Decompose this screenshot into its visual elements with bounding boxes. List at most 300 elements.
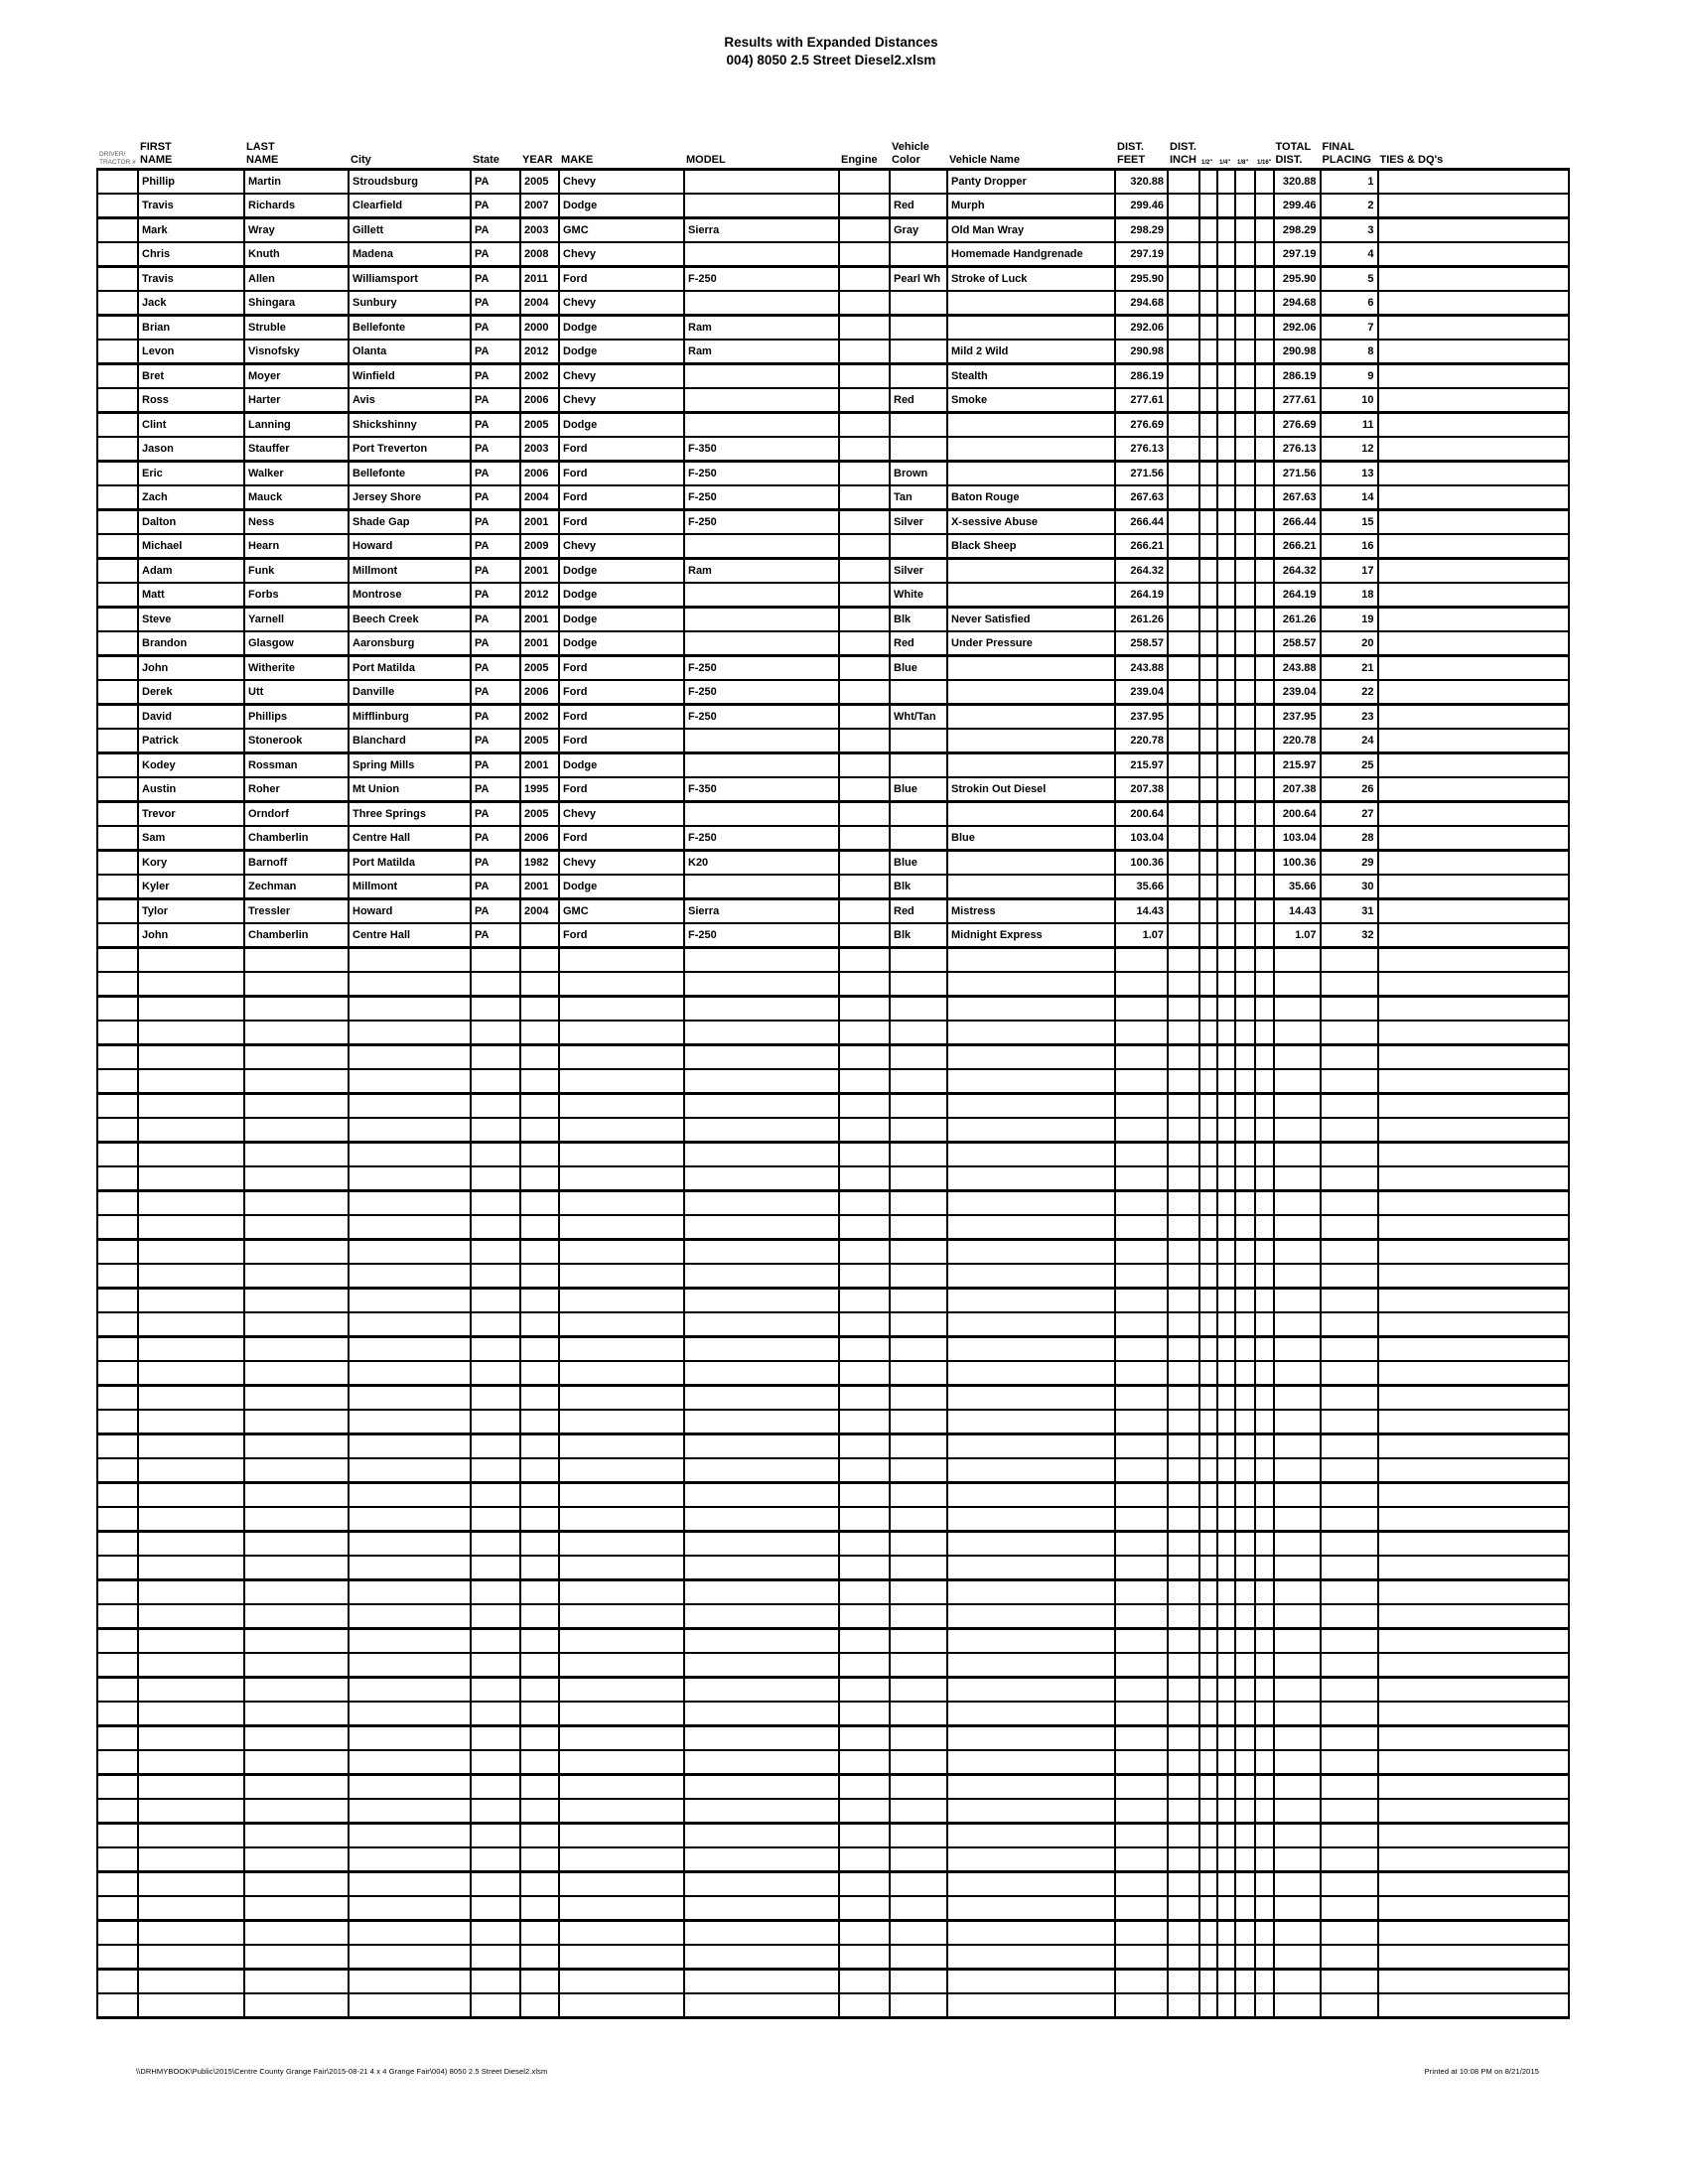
cell-city bbox=[349, 1824, 471, 1848]
empty-row bbox=[97, 1702, 1569, 1726]
cell-placing bbox=[1321, 1094, 1378, 1119]
cell-last: Moyer bbox=[244, 364, 349, 389]
cell-engine bbox=[839, 1629, 890, 1654]
cell-ties bbox=[1378, 875, 1569, 899]
cell-color bbox=[890, 1653, 947, 1678]
cell-year: 2005 bbox=[520, 729, 559, 753]
cell-year bbox=[520, 1750, 559, 1775]
cell-first: Jack bbox=[138, 291, 244, 316]
cell-placing bbox=[1321, 1653, 1378, 1678]
cell-city bbox=[349, 1240, 471, 1265]
cell-total: 264.32 bbox=[1274, 559, 1321, 584]
cell-eighth bbox=[1235, 1629, 1255, 1654]
cell-driver bbox=[97, 1118, 138, 1143]
cell-name bbox=[947, 1824, 1115, 1848]
cell-first: Brian bbox=[138, 316, 244, 341]
cell-placing bbox=[1321, 1215, 1378, 1240]
cell-half bbox=[1199, 1532, 1217, 1557]
cell-engine bbox=[839, 1215, 890, 1240]
cell-state bbox=[471, 1361, 520, 1386]
cell-color bbox=[890, 1775, 947, 1800]
cell-driver bbox=[97, 534, 138, 559]
cell-quarter bbox=[1217, 1312, 1235, 1337]
cell-model bbox=[684, 1069, 839, 1094]
cell-city: Bellefonte bbox=[349, 316, 471, 341]
cell-total: 299.46 bbox=[1274, 194, 1321, 218]
table-row bbox=[97, 242, 1569, 267]
cell-name: Mild 2 Wild bbox=[947, 340, 1115, 364]
cell-make: Ford bbox=[559, 923, 684, 948]
cell-driver bbox=[97, 1361, 138, 1386]
cell-ties bbox=[1378, 851, 1569, 876]
cell-name bbox=[947, 1726, 1115, 1751]
cell-color bbox=[890, 316, 947, 341]
cell-model: Ram bbox=[684, 559, 839, 584]
cell-city: Danville bbox=[349, 680, 471, 705]
cell-half bbox=[1199, 1750, 1217, 1775]
cell-total: 290.98 bbox=[1274, 340, 1321, 364]
cell-last bbox=[244, 1726, 349, 1751]
cell-engine bbox=[839, 1191, 890, 1216]
cell-city: Gillett bbox=[349, 218, 471, 243]
cell-year bbox=[520, 1580, 559, 1605]
cell-quarter bbox=[1217, 1240, 1235, 1265]
cell-first bbox=[138, 1970, 244, 1994]
cell-driver bbox=[97, 1069, 138, 1094]
cell-last bbox=[244, 1094, 349, 1119]
cell-half bbox=[1199, 1678, 1217, 1703]
cell-total: 266.21 bbox=[1274, 534, 1321, 559]
cell-name bbox=[947, 1386, 1115, 1411]
cell-city: Shickshinny bbox=[349, 413, 471, 438]
cell-name bbox=[947, 851, 1115, 876]
cell-first: Matt bbox=[138, 583, 244, 608]
cell-dist_feet bbox=[1115, 1604, 1168, 1629]
cell-first bbox=[138, 1458, 244, 1483]
cell-dist_inch bbox=[1168, 1240, 1199, 1265]
cell-model bbox=[684, 631, 839, 656]
cell-engine bbox=[839, 1483, 890, 1508]
cell-sixteenth bbox=[1255, 1824, 1274, 1848]
cell-make bbox=[559, 1191, 684, 1216]
cell-dist_feet: 297.19 bbox=[1115, 242, 1168, 267]
cell-placing bbox=[1321, 1166, 1378, 1191]
cell-state bbox=[471, 1312, 520, 1337]
cell-eighth bbox=[1235, 997, 1255, 1022]
cell-last bbox=[244, 1166, 349, 1191]
cell-model bbox=[684, 1458, 839, 1483]
cell-make: Chevy bbox=[559, 170, 684, 195]
cell-year bbox=[520, 1799, 559, 1824]
cell-placing bbox=[1321, 1847, 1378, 1872]
cell-eighth bbox=[1235, 1604, 1255, 1629]
cell-dist_feet bbox=[1115, 1750, 1168, 1775]
cell-name: Never Satisfied bbox=[947, 608, 1115, 632]
cell-total bbox=[1274, 948, 1321, 973]
cell-first: Chris bbox=[138, 242, 244, 267]
cell-city bbox=[349, 1483, 471, 1508]
cell-model bbox=[684, 1824, 839, 1848]
cell-name bbox=[947, 1604, 1115, 1629]
table-row bbox=[97, 485, 1569, 510]
cell-city bbox=[349, 1507, 471, 1532]
cell-placing bbox=[1321, 1386, 1378, 1411]
cell-model bbox=[684, 1410, 839, 1434]
cell-dist_inch bbox=[1168, 1191, 1199, 1216]
cell-city: Centre Hall bbox=[349, 826, 471, 851]
cell-engine bbox=[839, 1970, 890, 1994]
cell-ties bbox=[1378, 1240, 1569, 1265]
cell-engine bbox=[839, 777, 890, 802]
cell-half bbox=[1199, 364, 1217, 389]
cell-dist_feet: 299.46 bbox=[1115, 194, 1168, 218]
cell-quarter bbox=[1217, 802, 1235, 827]
cell-placing: 18 bbox=[1321, 583, 1378, 608]
cell-total bbox=[1274, 1045, 1321, 1070]
cell-color bbox=[890, 1702, 947, 1726]
cell-city bbox=[349, 1532, 471, 1557]
cell-ties bbox=[1378, 826, 1569, 851]
cell-year: 2003 bbox=[520, 437, 559, 462]
cell-quarter bbox=[1217, 1166, 1235, 1191]
cell-make bbox=[559, 1045, 684, 1070]
cell-sixteenth bbox=[1255, 218, 1274, 243]
empty-row bbox=[97, 1799, 1569, 1824]
cell-state: PA bbox=[471, 462, 520, 486]
cell-engine bbox=[839, 631, 890, 656]
cell-eighth bbox=[1235, 608, 1255, 632]
cell-eighth bbox=[1235, 534, 1255, 559]
cell-last bbox=[244, 1410, 349, 1434]
cell-first: Tylor bbox=[138, 899, 244, 924]
cell-make bbox=[559, 1118, 684, 1143]
cell-quarter bbox=[1217, 291, 1235, 316]
cell-color bbox=[890, 1532, 947, 1557]
cell-state: PA bbox=[471, 583, 520, 608]
cell-year: 2006 bbox=[520, 388, 559, 413]
cell-sixteenth bbox=[1255, 1045, 1274, 1070]
cell-sixteenth bbox=[1255, 1191, 1274, 1216]
cell-make: Dodge bbox=[559, 340, 684, 364]
cell-ties bbox=[1378, 1118, 1569, 1143]
cell-eighth bbox=[1235, 1361, 1255, 1386]
cell-dist_feet bbox=[1115, 1507, 1168, 1532]
cell-color bbox=[890, 1629, 947, 1654]
cell-year bbox=[520, 1532, 559, 1557]
empty-row bbox=[97, 1945, 1569, 1970]
cell-driver bbox=[97, 1386, 138, 1411]
cell-model bbox=[684, 1166, 839, 1191]
cell-make: Ford bbox=[559, 656, 684, 681]
cell-dist_inch bbox=[1168, 656, 1199, 681]
cell-color bbox=[890, 1361, 947, 1386]
column-header-half: 1/2" bbox=[1199, 141, 1217, 170]
cell-engine bbox=[839, 1507, 890, 1532]
cell-sixteenth bbox=[1255, 1337, 1274, 1362]
cell-year bbox=[520, 1921, 559, 1946]
empty-row bbox=[97, 1458, 1569, 1483]
cell-total bbox=[1274, 1970, 1321, 1994]
cell-eighth bbox=[1235, 1945, 1255, 1970]
cell-half bbox=[1199, 1580, 1217, 1605]
cell-engine bbox=[839, 1264, 890, 1289]
table-row bbox=[97, 316, 1569, 341]
cell-engine bbox=[839, 851, 890, 876]
cell-model: F-250 bbox=[684, 267, 839, 292]
cell-engine bbox=[839, 1386, 890, 1411]
cell-model: Ram bbox=[684, 316, 839, 341]
cell-model bbox=[684, 1921, 839, 1946]
cell-dist_feet: 266.21 bbox=[1115, 534, 1168, 559]
cell-eighth bbox=[1235, 1847, 1255, 1872]
cell-dist_inch bbox=[1168, 1556, 1199, 1580]
cell-placing bbox=[1321, 948, 1378, 973]
empty-row bbox=[97, 1289, 1569, 1313]
footer-file-path: \\DRHMYBOOK\Public\2015\Centre County Grange Fair\2015-08-21 4 x 4 Grange Fair\004) 8050 2.5 Street Diesel2.xlsm bbox=[136, 2067, 548, 2076]
cell-city: Three Springs bbox=[349, 802, 471, 827]
cell-name bbox=[947, 1458, 1115, 1483]
cell-name bbox=[947, 1166, 1115, 1191]
cell-engine bbox=[839, 413, 890, 438]
cell-name bbox=[947, 583, 1115, 608]
cell-engine bbox=[839, 802, 890, 827]
cell-first: Brandon bbox=[138, 631, 244, 656]
cell-dist_feet bbox=[1115, 1312, 1168, 1337]
cell-quarter bbox=[1217, 1775, 1235, 1800]
cell-name bbox=[947, 656, 1115, 681]
cell-ties bbox=[1378, 218, 1569, 243]
cell-color bbox=[890, 1847, 947, 1872]
cell-dist_inch bbox=[1168, 1094, 1199, 1119]
cell-make bbox=[559, 1750, 684, 1775]
cell-model bbox=[684, 1094, 839, 1119]
cell-dist_inch bbox=[1168, 1532, 1199, 1557]
cell-model bbox=[684, 364, 839, 389]
cell-color bbox=[890, 364, 947, 389]
cell-sixteenth bbox=[1255, 1726, 1274, 1751]
cell-year: 2006 bbox=[520, 462, 559, 486]
cell-quarter bbox=[1217, 1361, 1235, 1386]
table-row bbox=[97, 656, 1569, 681]
cell-total bbox=[1274, 1143, 1321, 1167]
cell-half bbox=[1199, 1458, 1217, 1483]
cell-sixteenth bbox=[1255, 656, 1274, 681]
cell-model bbox=[684, 802, 839, 827]
cell-driver bbox=[97, 1824, 138, 1848]
empty-row bbox=[97, 1045, 1569, 1070]
cell-model bbox=[684, 1215, 839, 1240]
cell-city: Avis bbox=[349, 388, 471, 413]
cell-placing bbox=[1321, 1069, 1378, 1094]
cell-make: Dodge bbox=[559, 413, 684, 438]
cell-quarter bbox=[1217, 170, 1235, 195]
cell-first: Austin bbox=[138, 777, 244, 802]
cell-dist_inch bbox=[1168, 826, 1199, 851]
cell-engine bbox=[839, 1069, 890, 1094]
cell-state: PA bbox=[471, 753, 520, 778]
cell-sixteenth bbox=[1255, 1750, 1274, 1775]
cell-ties bbox=[1378, 1264, 1569, 1289]
cell-placing bbox=[1321, 1970, 1378, 1994]
cell-first: Michael bbox=[138, 534, 244, 559]
cell-color: Red bbox=[890, 194, 947, 218]
cell-driver bbox=[97, 364, 138, 389]
cell-total bbox=[1274, 1312, 1321, 1337]
cell-make: Chevy bbox=[559, 851, 684, 876]
cell-state bbox=[471, 1191, 520, 1216]
cell-eighth bbox=[1235, 1386, 1255, 1411]
cell-dist_feet bbox=[1115, 1921, 1168, 1946]
cell-ties bbox=[1378, 267, 1569, 292]
cell-quarter bbox=[1217, 1289, 1235, 1313]
cell-name bbox=[947, 997, 1115, 1022]
cell-quarter bbox=[1217, 1993, 1235, 2018]
cell-quarter bbox=[1217, 1921, 1235, 1946]
cell-state bbox=[471, 1847, 520, 1872]
cell-sixteenth bbox=[1255, 1921, 1274, 1946]
cell-eighth bbox=[1235, 1556, 1255, 1580]
cell-last bbox=[244, 1580, 349, 1605]
cell-sixteenth bbox=[1255, 1289, 1274, 1313]
cell-color bbox=[890, 997, 947, 1022]
cell-driver bbox=[97, 631, 138, 656]
cell-dist_feet: 243.88 bbox=[1115, 656, 1168, 681]
cell-sixteenth bbox=[1255, 997, 1274, 1022]
cell-driver bbox=[97, 1629, 138, 1654]
cell-half bbox=[1199, 218, 1217, 243]
cell-city bbox=[349, 1945, 471, 1970]
cell-quarter bbox=[1217, 948, 1235, 973]
cell-make: Dodge bbox=[559, 194, 684, 218]
empty-row bbox=[97, 1410, 1569, 1434]
cell-city bbox=[349, 1312, 471, 1337]
cell-driver bbox=[97, 1775, 138, 1800]
empty-row bbox=[97, 1847, 1569, 1872]
cell-total: 200.64 bbox=[1274, 802, 1321, 827]
cell-half bbox=[1199, 413, 1217, 438]
cell-quarter bbox=[1217, 194, 1235, 218]
cell-driver bbox=[97, 1799, 138, 1824]
cell-dist_feet bbox=[1115, 1799, 1168, 1824]
cell-city: Howard bbox=[349, 899, 471, 924]
cell-ties bbox=[1378, 680, 1569, 705]
cell-dist_feet: 298.29 bbox=[1115, 218, 1168, 243]
empty-row bbox=[97, 1021, 1569, 1045]
column-header-placing: FINAL PLACING bbox=[1321, 141, 1378, 170]
cell-sixteenth bbox=[1255, 1872, 1274, 1897]
cell-sixteenth bbox=[1255, 462, 1274, 486]
cell-make bbox=[559, 1556, 684, 1580]
cell-placing bbox=[1321, 1726, 1378, 1751]
cell-eighth bbox=[1235, 1824, 1255, 1848]
cell-quarter bbox=[1217, 437, 1235, 462]
cell-last: Chamberlin bbox=[244, 923, 349, 948]
cell-engine bbox=[839, 242, 890, 267]
cell-quarter bbox=[1217, 1386, 1235, 1411]
cell-driver bbox=[97, 680, 138, 705]
cell-placing: 31 bbox=[1321, 899, 1378, 924]
cell-model bbox=[684, 1750, 839, 1775]
cell-city bbox=[349, 1653, 471, 1678]
cell-color: Pearl Wh bbox=[890, 267, 947, 292]
cell-model bbox=[684, 1970, 839, 1994]
cell-year bbox=[520, 1483, 559, 1508]
cell-total: 258.57 bbox=[1274, 631, 1321, 656]
cell-first bbox=[138, 1556, 244, 1580]
cell-dist_feet bbox=[1115, 1556, 1168, 1580]
cell-name bbox=[947, 1532, 1115, 1557]
cell-ties bbox=[1378, 1361, 1569, 1386]
cell-dist_inch bbox=[1168, 1021, 1199, 1045]
cell-dist_feet bbox=[1115, 1021, 1168, 1045]
column-header-color: Vehicle Color bbox=[890, 141, 947, 170]
cell-eighth bbox=[1235, 1896, 1255, 1921]
cell-total: 237.95 bbox=[1274, 705, 1321, 730]
cell-sixteenth bbox=[1255, 1361, 1274, 1386]
cell-make: Ford bbox=[559, 462, 684, 486]
cell-last: Roher bbox=[244, 777, 349, 802]
cell-placing bbox=[1321, 972, 1378, 997]
cell-dist_feet bbox=[1115, 1702, 1168, 1726]
cell-dist_inch bbox=[1168, 1434, 1199, 1459]
cell-make: Ford bbox=[559, 510, 684, 535]
cell-ties bbox=[1378, 1678, 1569, 1703]
cell-sixteenth bbox=[1255, 364, 1274, 389]
cell-total: 276.13 bbox=[1274, 437, 1321, 462]
cell-make: Chevy bbox=[559, 388, 684, 413]
cell-model bbox=[684, 1532, 839, 1557]
cell-engine bbox=[839, 170, 890, 195]
cell-engine bbox=[839, 534, 890, 559]
cell-year bbox=[520, 1337, 559, 1362]
cell-ties bbox=[1378, 705, 1569, 730]
column-header-engine: Engine bbox=[839, 141, 890, 170]
cell-total bbox=[1274, 1386, 1321, 1411]
cell-model bbox=[684, 972, 839, 997]
cell-quarter bbox=[1217, 608, 1235, 632]
cell-half bbox=[1199, 1556, 1217, 1580]
cell-make bbox=[559, 1215, 684, 1240]
cell-first bbox=[138, 1678, 244, 1703]
table-row bbox=[97, 705, 1569, 730]
cell-color bbox=[890, 972, 947, 997]
cell-engine bbox=[839, 1434, 890, 1459]
cell-last bbox=[244, 1896, 349, 1921]
cell-first: Ross bbox=[138, 388, 244, 413]
cell-eighth bbox=[1235, 1094, 1255, 1119]
cell-state: PA bbox=[471, 608, 520, 632]
cell-eighth bbox=[1235, 485, 1255, 510]
cell-half bbox=[1199, 242, 1217, 267]
cell-quarter bbox=[1217, 1507, 1235, 1532]
cell-last: Knuth bbox=[244, 242, 349, 267]
cell-color bbox=[890, 437, 947, 462]
cell-dist_inch bbox=[1168, 485, 1199, 510]
cell-engine bbox=[839, 194, 890, 218]
cell-dist_feet: 239.04 bbox=[1115, 680, 1168, 705]
empty-row bbox=[97, 1166, 1569, 1191]
cell-placing: 32 bbox=[1321, 923, 1378, 948]
cell-half bbox=[1199, 1240, 1217, 1265]
cell-dist_feet: 207.38 bbox=[1115, 777, 1168, 802]
cell-quarter bbox=[1217, 923, 1235, 948]
cell-total bbox=[1274, 1945, 1321, 1970]
cell-engine bbox=[839, 705, 890, 730]
cell-color bbox=[890, 753, 947, 778]
cell-first: Zach bbox=[138, 485, 244, 510]
cell-dist_inch bbox=[1168, 1799, 1199, 1824]
cell-ties bbox=[1378, 364, 1569, 389]
